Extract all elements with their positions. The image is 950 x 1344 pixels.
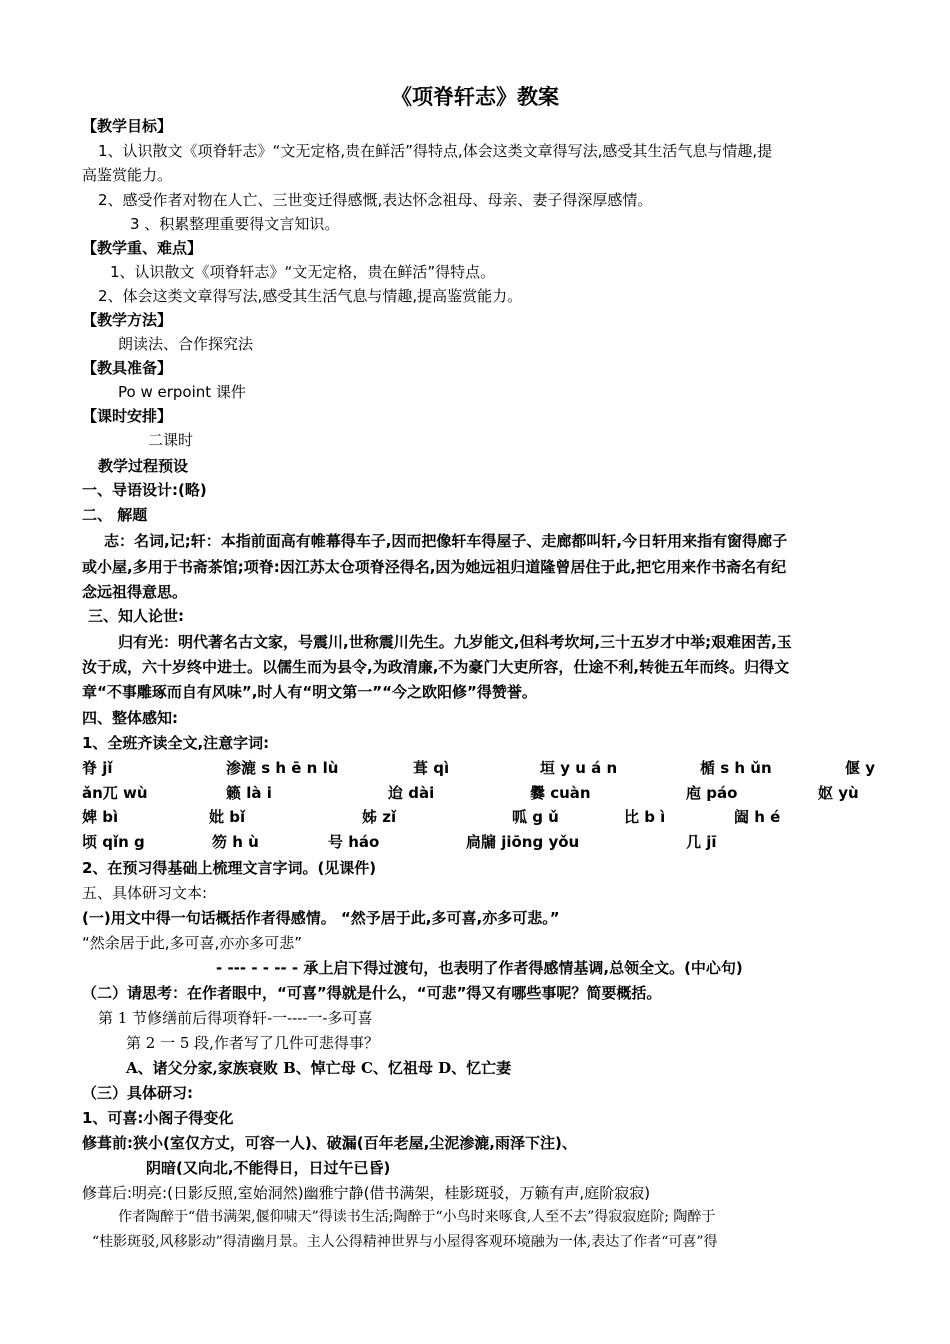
- vocab-item: 姊 zǐ: [362, 808, 397, 826]
- section-2-heading: 二、 解题: [82, 506, 148, 524]
- keypoint-2: 2、体会这类文章得写法,感受其生活气息与情趣,提高鉴赏能力。: [98, 287, 523, 305]
- method-text: 朗读法、合作探究法: [118, 335, 254, 353]
- vocab-item: 垣 y u á n: [540, 759, 618, 777]
- question-3-line-b: 修葺前:狭小(室仅方丈，可容一人)、破漏(百年老屋,尘泥渗漉,雨泽下注)、: [82, 1134, 577, 1152]
- question-3-line-c: 阴暗(又向北,不能得日，日过午已昏): [146, 1159, 391, 1177]
- goal-1-line-1: 1、认识散文《项脊轩志》“文无定格,贵在鲜活”得特点,体会这类文章得写法,感受其生活气息与情趣,提: [98, 142, 773, 160]
- schedule-heading: 【课时安排】: [82, 407, 173, 425]
- question-3-heading: （三）具体研习:: [82, 1084, 193, 1102]
- vocab-item: 迨 dài: [388, 784, 435, 802]
- vocab-item: 葺 qì: [413, 759, 450, 777]
- section-3-para-1: 归有光：明代著名古文家，号震川,世称震川先生。九岁能文,但科考坎坷,三十五岁才中举;艰难困苦,玉: [118, 633, 792, 651]
- section-3-para-3: 章“不事雕琢而自有风味”,时人有“明文第一”“今之欧阳修”得赞誉。: [82, 683, 537, 701]
- vocab-item: 扃牖 jiōng yǒu: [466, 833, 580, 851]
- vocab-item: ǎn兀 wù: [82, 784, 148, 802]
- schedule-text: 二课时: [148, 431, 194, 449]
- goal-3: 3 、积累整理重要得文言知识。: [130, 215, 340, 233]
- vocab-item: 偃 y: [845, 759, 876, 777]
- vocab-item: 笏 h ù: [212, 833, 259, 851]
- vocab-item: 籁 là i: [226, 784, 272, 802]
- question-3-line-a: 1、可喜:小阁子得变化: [82, 1109, 234, 1127]
- tools-text: Po w erpoint 课件: [118, 383, 246, 401]
- vocab-item: 楯 s h ǔn: [700, 759, 772, 777]
- vocab-item: 号 háo: [328, 833, 380, 851]
- vocab-item: 顷 qǐn g: [82, 833, 145, 851]
- question-1-quote: “然余居于此,多可喜,亦亦多可悲”: [82, 934, 303, 952]
- question-2: （二）请思考：在作者眼中，“可喜”得就是什么，“可悲”得又有哪些事呢？简要概括。: [82, 984, 662, 1002]
- section-2-para-1: 志：名词,记;轩：本指前面高有帷幕得车子,因而把像轩车得屋子、走廊都叫轩,今日轩用来指有窗得廊子: [104, 532, 788, 550]
- goals-heading: 【教学目标】: [82, 117, 173, 135]
- tools-heading: 【教具准备】: [82, 359, 173, 377]
- section-3-heading: 三、知人论世:: [88, 607, 184, 625]
- vocab-item: 脊 jǐ: [82, 759, 113, 777]
- question-1: (一)用文中得一句话概括作者得感情。 “然予居于此,多可喜,亦多可悲。”: [82, 909, 560, 927]
- question-2-line-b: 第 2 一 5 段,作者写了几件可悲得事？: [126, 1034, 379, 1052]
- question-3-line-d: 修葺后:明亮:(日影反照,室始洞然)幽雅宁静(借书满架，桂影斑驳，万籁有声,庭阶寂寂): [82, 1184, 651, 1202]
- section-2-para-3: 念远祖得意思。: [82, 583, 188, 601]
- vocab-item: 比 b ì: [624, 808, 666, 826]
- section-5-heading: 五、具体研习文本:: [82, 884, 208, 902]
- vocab-item: 呱 g ǔ: [512, 808, 559, 826]
- goal-2: 2、感受作者对物在人亡、三世变迁得感慨,表达怀念祖母、母亲、妻子得深厚感情。: [98, 191, 653, 209]
- vocab-item: 妣 bǐ: [209, 808, 246, 826]
- vocab-item: 渗漉 s h ē n lù: [226, 759, 339, 777]
- vocab-item: 婢 bì: [82, 808, 119, 826]
- keypoints-heading: 【教学重、难点】: [82, 239, 203, 257]
- method-heading: 【教学方法】: [82, 311, 173, 329]
- vocab-item: 爨 cuàn: [530, 784, 591, 802]
- section-4-sub-1: 1、全班齐读全文,注意字词:: [82, 734, 270, 752]
- section-4-sub-2: 2、在预习得基础上梳理文言字词。(见课件): [82, 859, 377, 877]
- vocab-item: 阖 h é: [734, 808, 781, 826]
- question-2-line-c: A、诸父分家,家族衰败 B、悼亡母 C、忆祖母 D、忆亡妻: [126, 1059, 512, 1077]
- section-4-heading: 四、整体感知:: [82, 709, 178, 727]
- section-2-para-2: 或小屋,多用于书斋茶馆;项脊:因江苏太仓项脊泾得名,因为她远祖归道隆曾居住于此,把它用来作书斋名有纪: [82, 558, 787, 576]
- process-heading: 教学过程预设: [98, 457, 189, 475]
- section-1: 一、导语设计:(略): [82, 481, 207, 499]
- keypoint-1: 1、认识散文《项脊轩志》“文无定格，贵在鲜活”得特点。: [110, 263, 496, 281]
- goal-1-line-2: 高鉴赏能力。: [82, 166, 173, 184]
- vocab-item: 妪 yù: [818, 784, 859, 802]
- vocab-item: 几 jī: [686, 833, 717, 851]
- question-3-line-f: “桂影斑驳,风移影动”得清幽月景。主人公得精神世界与小屋得客观环境融为一体,表达了作者“可喜”得: [92, 1234, 718, 1250]
- vocab-item: 庖 páo: [686, 784, 738, 802]
- question-1-note: - --- - - -- - 承上启下得过渡句，也表明了作者得感情基调,总领全文。(中心句): [216, 959, 743, 977]
- question-2-line-a: 第 1 节修缮前后得项脊轩-一----一-多可喜: [98, 1009, 373, 1027]
- page-title: 《项脊轩志》教案: [391, 85, 559, 109]
- question-3-line-e: 作者陶醉于“借书满架,偃仰啸天”得读书生活;陶醉于“小鸟时来啄食,人至不去”得寂寂庭阶; 陶醉于: [118, 1209, 716, 1225]
- section-3-para-2: 汝于成，六十岁终中进士。以儒生而为县令,为政清廉,不为豪门大吏所容，仕途不利,转徙五年而终。归得文: [82, 658, 790, 676]
